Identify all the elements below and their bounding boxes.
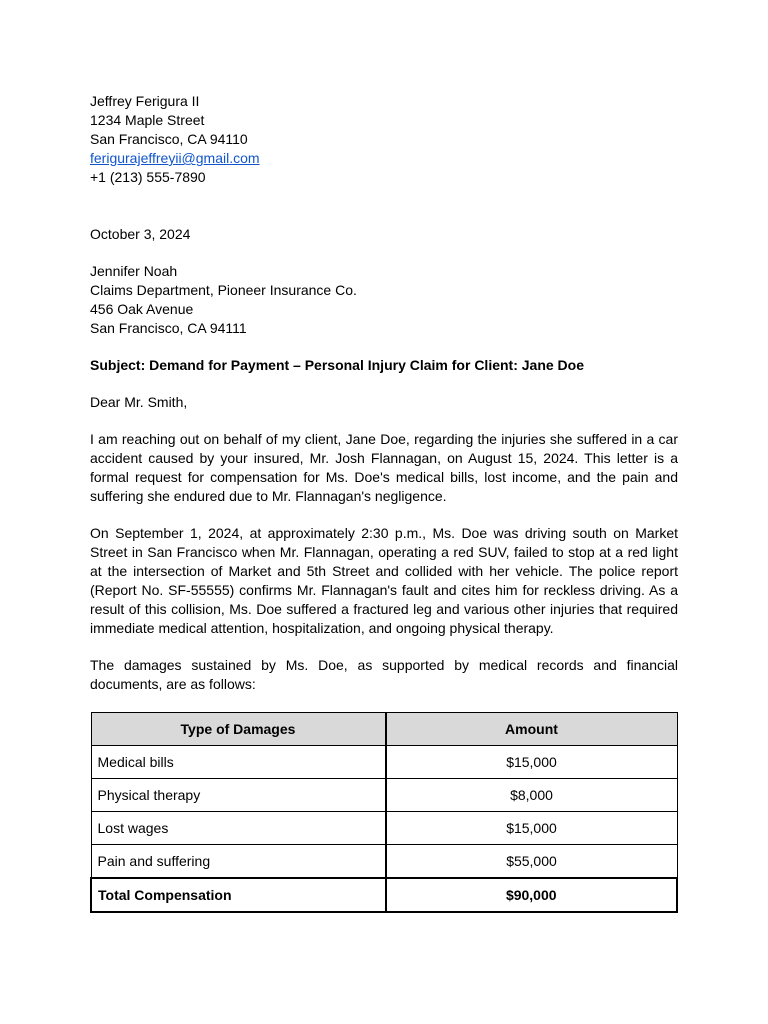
header-amount: Amount bbox=[386, 713, 678, 746]
sender-name: Jeffrey Ferigura II bbox=[90, 93, 200, 109]
damage-amount-cell: $15,000 bbox=[386, 746, 678, 779]
table-row bbox=[91, 845, 677, 879]
header-type-of-damages: Type of Damages bbox=[91, 713, 386, 746]
letter-body bbox=[90, 92, 678, 913]
table-row bbox=[91, 779, 677, 812]
table-row bbox=[91, 812, 677, 845]
damage-amount-cell: $15,000 bbox=[386, 812, 678, 845]
paragraph-damages-intro: The damages sustained by Ms. Doe, as supported by medical records and financial documents, are as follows: bbox=[90, 657, 678, 692]
paragraph-intro: I am reaching out on behalf of my client, Jane Doe, regarding the injuries she suffered in a car accident caused by your insured, Mr. Josh Flannagan, on August 15, 2024. This letter is a formal request for compensation for Ms. Doe's medical bills, lost income, and the pain and suffering she endured due to Mr. Flannagan's negligence. bbox=[90, 431, 678, 504]
recipient-street: 456 Oak Avenue bbox=[90, 301, 194, 317]
recipient-department: Claims Department, Pioneer Insurance Co. bbox=[90, 282, 357, 298]
total-amount-cell: $90,000 bbox=[386, 878, 678, 912]
table-header-row bbox=[91, 713, 677, 746]
damage-amount-cell: $8,000 bbox=[386, 779, 678, 812]
table-row bbox=[91, 746, 677, 779]
sender-street: 1234 Maple Street bbox=[90, 112, 205, 128]
subject-line: Subject: Demand for Payment – Personal Injury Claim for Client: Jane Doe bbox=[90, 357, 585, 373]
total-label-cell: Total Compensation bbox=[91, 878, 386, 912]
paragraph-incident: On September 1, 2024, at approximately 2:30 p.m., Ms. Doe was driving south on Market Street in San Francisco when Mr. Flannagan, operating a red SUV, failed to stop at a red light at the intersection of Market and 5th Street and collided with her vehicle. The police report (Report No. SF-55555) confirms Mr. Flannagan's fault and cites him for reckless driving. As a result of this collision, Ms. Doe suffered a fractured leg and various other injuries that required immediate medical attention, hospitalization, and ongoing physical therapy. bbox=[90, 525, 678, 636]
sender-email-link[interactable]: ferigurajeffreyii@gmail.com bbox=[90, 150, 260, 166]
damage-amount-cell: $55,000 bbox=[386, 845, 678, 879]
recipient-block bbox=[90, 262, 678, 338]
salutation: Dear Mr. Smith, bbox=[90, 394, 188, 410]
sender-block bbox=[90, 92, 678, 187]
damage-type-cell: Lost wages bbox=[91, 812, 386, 845]
damage-type-cell: Physical therapy bbox=[91, 779, 386, 812]
damage-type-cell: Pain and suffering bbox=[91, 845, 386, 879]
recipient-name: Jennifer Noah bbox=[90, 263, 178, 279]
total-row bbox=[91, 878, 677, 912]
recipient-city: San Francisco, CA 94111 bbox=[90, 320, 247, 336]
sender-phone: +1 (213) 555-7890 bbox=[90, 169, 206, 185]
letter-date: October 3, 2024 bbox=[90, 226, 191, 242]
damage-type-cell: Medical bills bbox=[91, 746, 386, 779]
damages-table bbox=[90, 712, 678, 913]
sender-city: San Francisco, CA 94110 bbox=[90, 131, 248, 147]
